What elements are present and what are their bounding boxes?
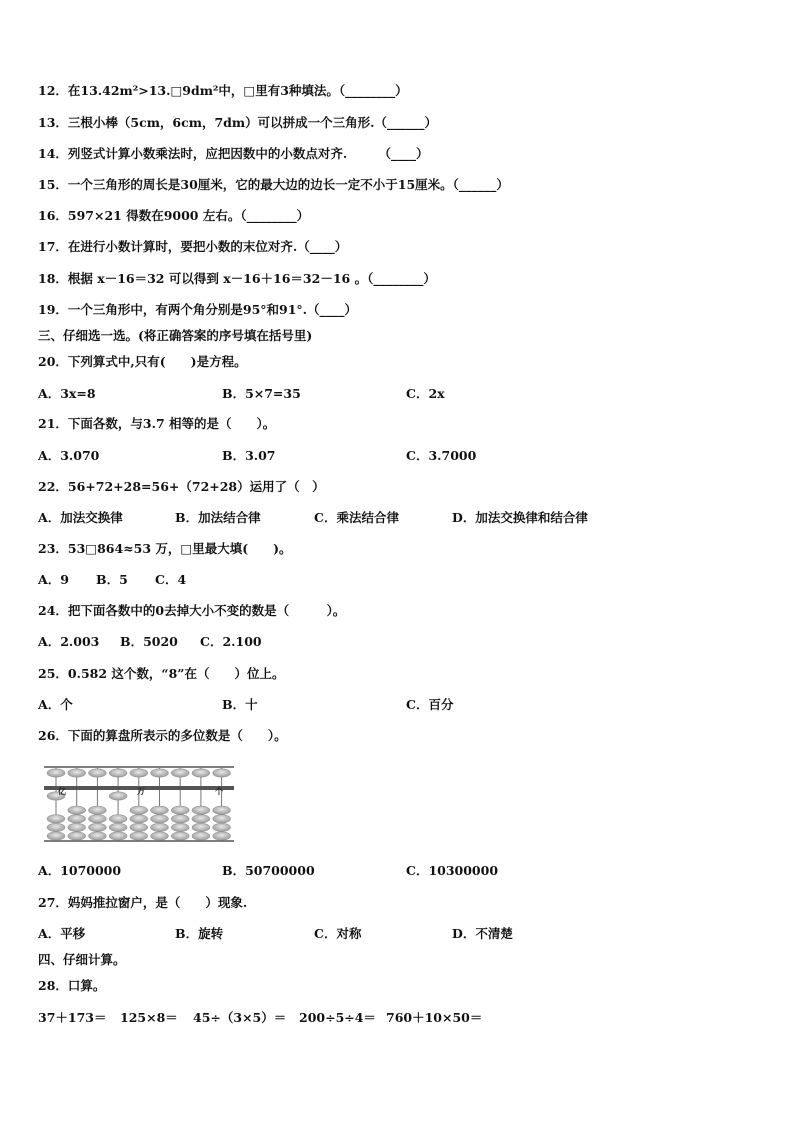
- abacus-bead: [130, 769, 148, 777]
- abacus-bead: [109, 815, 127, 823]
- abacus-bead: [47, 823, 65, 831]
- q21-option-b: B．3.07: [222, 448, 276, 463]
- abacus-bead: [47, 815, 65, 823]
- abacus-bead: [192, 769, 210, 777]
- abacus-bead: [68, 823, 86, 831]
- abacus-bead: [192, 823, 210, 831]
- q26-option-c: C．10300000: [406, 863, 499, 878]
- abacus-bead: [47, 832, 65, 840]
- q27-option-a: A．平移: [38, 926, 86, 941]
- abacus-label-ge: 个: [215, 787, 223, 796]
- q23-option-a: A．9: [38, 572, 69, 587]
- abacus-bead: [68, 806, 86, 814]
- abacus-bead: [88, 815, 106, 823]
- abacus-bead: [88, 806, 106, 814]
- question-27: 27．妈妈推拉窗户，是（ ）现象.: [38, 895, 248, 910]
- abacus-bead: [151, 806, 169, 814]
- question-26: 26．下面的算盘所表示的多位数是（ ）。: [38, 728, 287, 743]
- abacus-bead: [213, 832, 231, 840]
- abacus-bead: [151, 823, 169, 831]
- q24-option-c: C．2.100: [200, 634, 262, 649]
- q27-option-c: C．对称: [314, 926, 362, 941]
- question-18: 18．根据 x－16＝32 可以得到 x－16＋16＝32－16 。（________）: [38, 271, 436, 286]
- question-15: 15．一个三角形的周长是30厘米，它的最大边的边长一定不小于15厘米。（______）: [38, 177, 509, 192]
- question-25: 25．0.582 这个数，“8”在（ ）位上。: [38, 666, 285, 681]
- abacus-bead: [213, 806, 231, 814]
- abacus-bead: [88, 769, 106, 777]
- question-28: 28．口算。: [38, 978, 106, 993]
- abacus-bead: [88, 823, 106, 831]
- question-20: 20．下列算式中,只有( )是方程。: [38, 354, 247, 369]
- abacus-bead: [151, 769, 169, 777]
- abacus-bead: [109, 823, 127, 831]
- question-16: 16．597×21 得数在9000 左右。（________）: [38, 208, 310, 223]
- abacus-bead: [151, 815, 169, 823]
- mental-math-item: 760＋10×50＝: [386, 1010, 483, 1025]
- mental-math-item: 125×8＝: [120, 1010, 178, 1025]
- q21-option-a: A．3.070: [38, 448, 100, 463]
- question-19: 19．一个三角形中，有两个角分别是95°和91°.（____）: [38, 302, 358, 317]
- q25-option-c: C．百分: [406, 697, 454, 712]
- abacus-bead: [109, 792, 127, 800]
- q22-option-d: D．加法交换律和结合律: [452, 510, 588, 525]
- q21-option-c: C．3.7000: [406, 448, 477, 463]
- q22-option-b: B．加法结合律: [175, 510, 261, 525]
- abacus-bead: [151, 832, 169, 840]
- abacus-bead: [171, 832, 189, 840]
- abacus-bead: [213, 769, 231, 777]
- abacus-bead: [130, 823, 148, 831]
- q23-option-c: C．4: [155, 572, 187, 587]
- abacus-bead: [130, 815, 148, 823]
- question-14: 14．列竖式计算小数乘法时，应把因数中的小数点对齐. （____）: [38, 146, 429, 161]
- q24-option-a: A．2.003: [38, 634, 100, 649]
- abacus-label-wan: 万: [137, 787, 145, 796]
- abacus-bead: [171, 769, 189, 777]
- q25-option-a: A．个: [38, 697, 73, 712]
- q20-option-c: C．2x: [406, 386, 445, 401]
- abacus-bead: [130, 806, 148, 814]
- abacus-bead: [88, 832, 106, 840]
- abacus-bead: [68, 769, 86, 777]
- abacus-bead: [68, 815, 86, 823]
- q25-option-b: B．十: [222, 697, 258, 712]
- abacus-bead: [171, 815, 189, 823]
- abacus-bead: [47, 769, 65, 777]
- abacus-bead: [192, 832, 210, 840]
- abacus-bead: [213, 815, 231, 823]
- abacus-bead: [68, 832, 86, 840]
- q24-option-b: B．5020: [120, 634, 178, 649]
- section-heading-3: 三、仔细选一选。(将正确答案的序号填在括号里): [38, 328, 313, 343]
- abacus-bead: [171, 806, 189, 814]
- q23-option-b: B．5: [96, 572, 128, 587]
- section-heading-4: 四、仔细计算。: [38, 952, 126, 967]
- q22-option-c: C．乘法结合律: [314, 510, 399, 525]
- mental-math-item: 37＋173＝: [38, 1010, 107, 1025]
- q27-option-d: D．不清楚: [452, 926, 513, 941]
- abacus-label-yi: 亿: [58, 787, 66, 796]
- question-13: 13．三根小棒（5cm，6cm，7dm）可以拼成一个三角形.（______）: [38, 115, 437, 130]
- abacus-bead: [192, 806, 210, 814]
- q27-option-b: B．旋转: [175, 926, 224, 941]
- q20-option-b: B．5×7=35: [222, 386, 301, 401]
- abacus-bead: [109, 769, 127, 777]
- abacus-bead: [130, 832, 148, 840]
- mental-math-item: 200÷5÷4＝: [299, 1010, 376, 1025]
- q22-option-a: A．加法交换律: [38, 510, 123, 525]
- mental-math-item: 45÷（3×5）＝: [193, 1010, 287, 1025]
- abacus-bead: [171, 823, 189, 831]
- q20-option-a: A．3x=8: [38, 386, 96, 401]
- q26-option-a: A．1070000: [38, 863, 122, 878]
- abacus-bead: [192, 815, 210, 823]
- q26-option-b: B．50700000: [222, 863, 315, 878]
- question-22: 22．56+72+28=56+（72+28）运用了（ ）: [38, 479, 325, 494]
- question-21: 21．下面各数，与3.7 相等的是（ ）。: [38, 416, 276, 431]
- abacus-figure: [44, 766, 234, 842]
- question-24: 24．把下面各数中的0去掉大小不变的数是（ ）。: [38, 603, 346, 618]
- question-17: 17．在进行小数计算时，要把小数的末位对齐.（____）: [38, 239, 348, 254]
- question-23: 23．53□864≈53 万，□里最大填( )。: [38, 541, 292, 556]
- question-12: 12．在13.42m²>13.□9dm²中，□里有3种填法。（________）: [38, 83, 408, 98]
- abacus-bead: [213, 823, 231, 831]
- abacus-bead: [109, 832, 127, 840]
